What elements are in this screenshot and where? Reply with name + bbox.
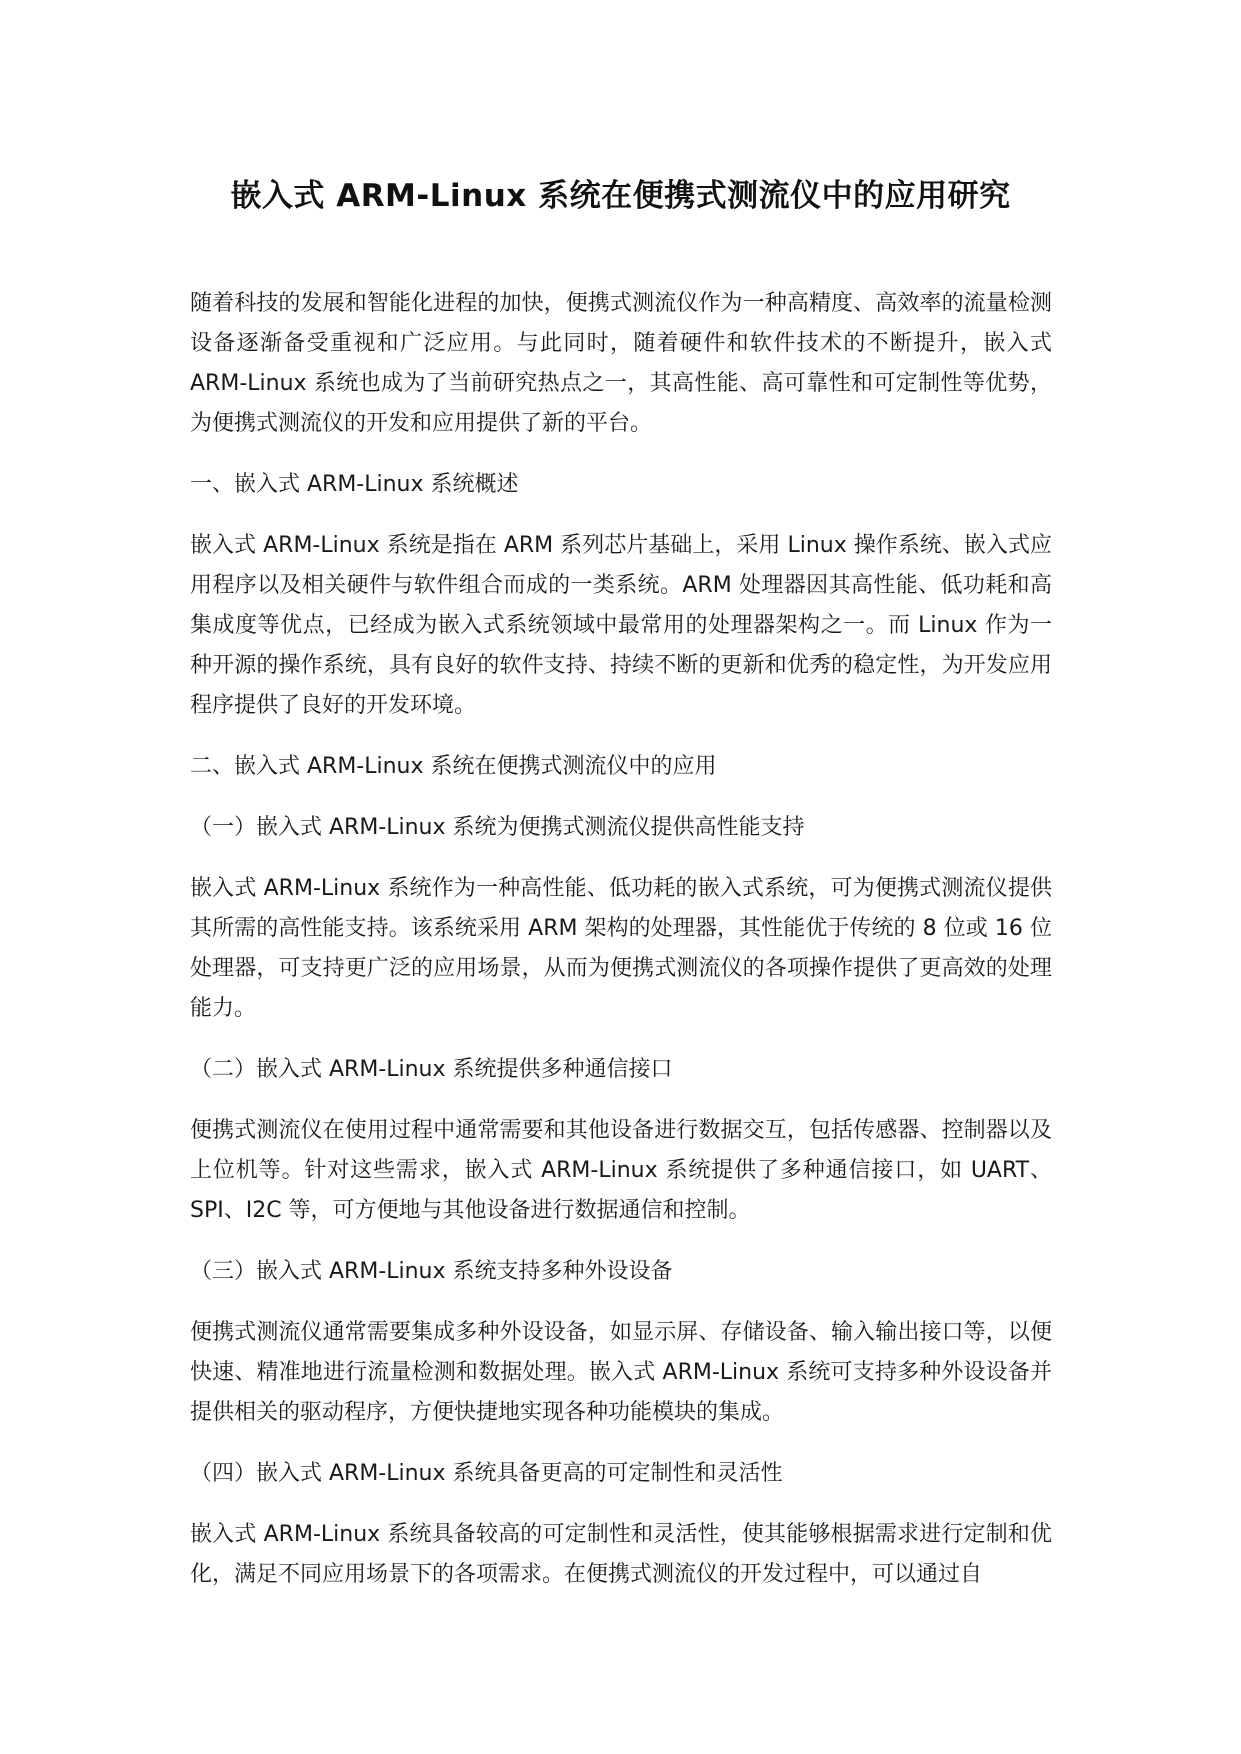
paragraph-intro: 随着科技的发展和智能化进程的加快，便携式测流仪作为一种高精度、高效率的流量检测设备逐渐备受重视和广泛应用。与此同时，随着硬件和软件技术的不断提升，嵌入式 ARM-Linux 系统也成为了当前研究热点之一，其高性能、高可靠性和可定制性等优势，为便携式测流仪的开发和应用提供了新的平台。: [190, 291, 1052, 436]
section-heading-1: 一、嵌入式 ARM-Linux 系统概述: [190, 472, 519, 497]
paragraph-overview: 嵌入式 ARM-Linux 系统是指在 ARM 系列芯片基础上，采用 Linux 操作系统、嵌入式应用程序以及相关硬件与软件组合而成的一类系统。ARM 处理器因其高性能、低功耗和高集成度等优点，已经成为嵌入式系统领域中最常用的处理器架构之一。而 Linux 作为一种开源的操作系统，具有良好的软件支持、持续不断的更新和优秀的稳定性，为开发应用程序提供了良好的开发环境。: [190, 533, 1052, 718]
document-body: [190, 284, 1052, 1616]
document-title: 嵌入式 ARM-Linux 系统在便携式测流仪中的应用研究: [230, 178, 1011, 214]
paragraph-customization: 嵌入式 ARM-Linux 系统具备较高的可定制性和灵活性，使其能够根据需求进行定制和优化，满足不同应用场景下的各项需求。在便携式测流仪的开发过程中，可以通过自: [190, 1522, 1052, 1587]
paragraph-peripherals: 便携式测流仪通常需要集成多种外设设备，如显示屏、存储设备、输入输出接口等，以便快速、精准地进行流量检测和数据处理。嵌入式 ARM-Linux 系统可支持多种外设设备并提供相关的驱动程序，方便快捷地实现各种功能模块的集成。: [190, 1320, 1052, 1425]
subsection-heading-2: （二）嵌入式 ARM-Linux 系统提供多种通信接口: [190, 1057, 673, 1082]
paragraph-interfaces: 便携式测流仪在使用过程中通常需要和其他设备进行数据交互，包括传感器、控制器以及上位机等。针对这些需求，嵌入式 ARM-Linux 系统提供了多种通信接口，如 UART、SPI、I2C 等，可方便地与其他设备进行数据通信和控制。: [190, 1118, 1052, 1223]
subsection-heading-4: （四）嵌入式 ARM-Linux 系统具备更高的可定制性和灵活性: [190, 1461, 783, 1486]
subsection-heading-1: （一）嵌入式 ARM-Linux 系统为便携式测流仪提供高性能支持: [190, 815, 805, 840]
section-heading-2: 二、嵌入式 ARM-Linux 系统在便携式测流仪中的应用: [190, 754, 717, 779]
paragraph-performance: 嵌入式 ARM-Linux 系统作为一种高性能、低功耗的嵌入式系统，可为便携式测流仪提供其所需的高性能支持。该系统采用 ARM 架构的处理器，其性能优于传统的 8 位或 16 位处理器，可支持更广泛的应用场景，从而为便携式测流仪的各项操作提供了更高效的处理能力。: [190, 876, 1052, 1021]
subsection-heading-3: （三）嵌入式 ARM-Linux 系统支持多种外设设备: [190, 1259, 673, 1284]
